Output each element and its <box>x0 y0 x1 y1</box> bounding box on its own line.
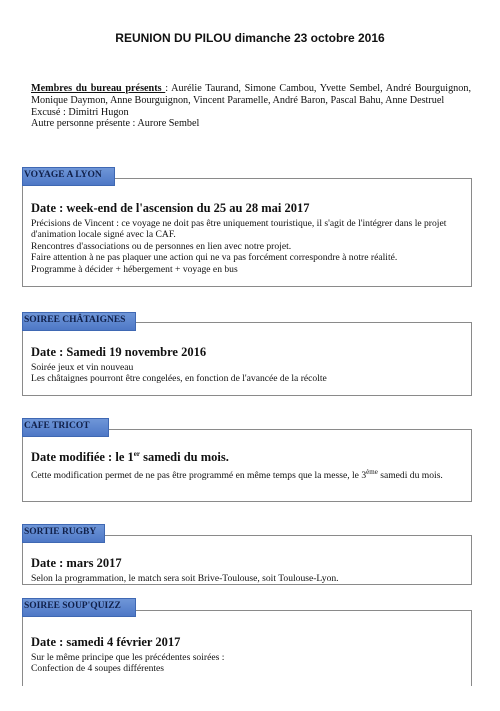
page-title: REUNION DU PILOU dimanche 23 octobre 2016 <box>115 31 385 45</box>
section-tag: SORTIE RUGBY <box>22 524 105 543</box>
other-present-line: Autre personne présente : Aurore Sembel <box>31 118 200 130</box>
section-line: Confection de 4 soupes différentes <box>31 663 165 675</box>
section-cafe-tricot <box>22 418 472 503</box>
section-tag: SOIREE CHÂTAIGNES <box>22 312 136 331</box>
section-date: Date : Samedi 19 novembre 2016 <box>31 345 207 359</box>
section-line: Cette modification permet de ne pas être programmé en même temps que la messe, le 3ème samedi du mois. <box>31 468 443 482</box>
section-tag: VOYAGE A LYON <box>22 167 115 186</box>
section-soiree-soupquizz <box>22 598 472 683</box>
section-tag: CAFE TRICOT <box>22 418 109 437</box>
excused-line: Excusé : Dimitri Hugon <box>31 106 129 118</box>
section-line: Rencontres d'associations ou de personnes en lien avec notre projet. <box>31 240 292 252</box>
attendees-block <box>31 83 471 130</box>
section-voyage-lyon <box>22 167 472 288</box>
section-line: Selon la programmation, le match sera soit Brive-Toulouse, soit Toulouse-Lyon. <box>31 573 339 584</box>
section-date: Date : samedi 4 février 2017 <box>31 635 181 649</box>
section-box <box>22 178 472 287</box>
section-box <box>22 429 472 502</box>
section-line: Programme à décider + hébergement + voyage en bus <box>31 263 238 275</box>
section-date: Date modifiée : le 1er samedi du mois. <box>31 450 229 465</box>
section-tag: SOIREE SOUP'QUIZZ <box>22 598 136 617</box>
section-line: Les châtaignes pourront être congelées, en fonction de l'avancée de la récolte <box>31 373 327 385</box>
section-date: Date : week-end de l'ascension du 25 au 28 mai 2017 <box>31 201 310 215</box>
members-present <box>31 83 471 107</box>
section-line: Sur le même principe que les précédentes soirées : <box>31 652 225 663</box>
members-label: Membres du bureau présents <box>31 83 166 94</box>
members-names: : Aurélie Taurand, Simone Cambou, Yvette Sembel, André Bourguignon, Monique Daymon, Anne Bourguignon, Vincent Paramelle, André Baron, Pascal Bahu, Anne Destruel <box>31 83 471 106</box>
section-date: Date : mars 2017 <box>31 556 122 570</box>
section-line: Faire attention à ne pas plaquer une action qui ne va pas forcément correspondre à notre réalité. <box>31 252 398 264</box>
section-sortie-rugby <box>22 524 472 586</box>
section-box <box>22 610 472 686</box>
section-soiree-chataignes <box>22 312 472 397</box>
section-line: Soirée jeux et vin nouveau <box>31 362 134 373</box>
section-line: Précisions de Vincent : ce voyage ne doit pas être uniquement touristique, il s'agit de l'intégrer dans le projet d'animation locale signé avec la CAF. <box>31 218 447 241</box>
section-box <box>22 322 472 396</box>
